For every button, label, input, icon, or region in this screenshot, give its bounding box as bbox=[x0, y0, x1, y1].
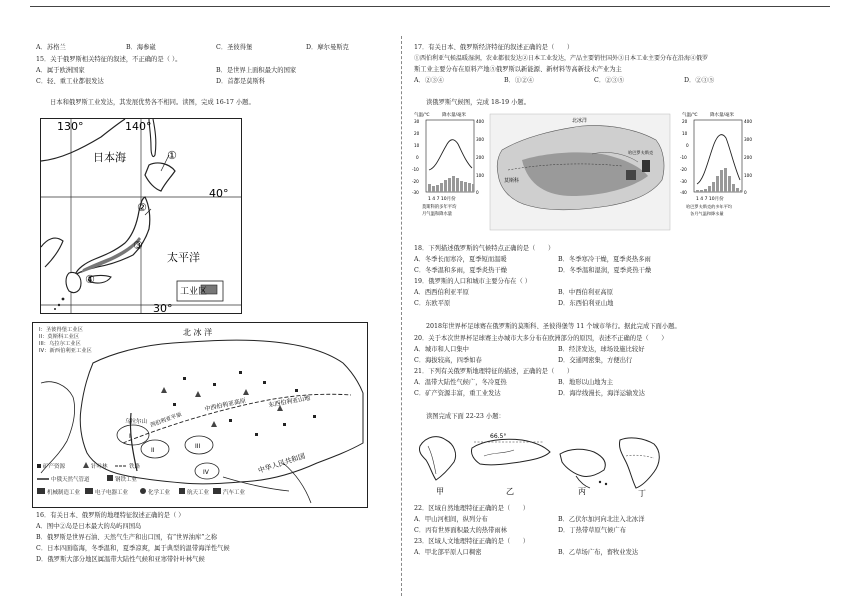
svg-text:400: 400 bbox=[744, 119, 752, 124]
q18-option-d: D．冬季温和湿润，夏季炎热干燥 bbox=[558, 267, 652, 274]
legend-chemical: 化学工业 bbox=[148, 490, 171, 496]
q20-stem: 20．关于本次世界杯足球赛主办城市大多分布在欧洲部分的原因，表述不正确的是（ ） bbox=[414, 335, 668, 342]
q16-option-d: D．俄罗斯大部分地区属温带大陆性气候和亚寒带针叶林气候 bbox=[36, 556, 205, 563]
russia-climate-map bbox=[490, 114, 670, 230]
legend-label: 工业区 bbox=[180, 287, 208, 297]
svg-text:100: 100 bbox=[476, 173, 484, 178]
column-divider bbox=[401, 36, 402, 596]
intro-18-19: 读俄罗斯气候图，完成 18-19 小题。 bbox=[426, 99, 531, 106]
q17-line1: ①西伯利亚气候温暖湿润，农业都很发达②日本工业发达，产品主要销往国外③日本工业主要分布在沿海④俄罗 bbox=[414, 55, 709, 62]
q19-option-c: C．东欧平原 bbox=[414, 300, 451, 307]
q15-option-b: B．是世界上面积最大的国家 bbox=[216, 67, 297, 74]
svg-text:-10: -10 bbox=[412, 167, 419, 172]
svg-text:-20: -20 bbox=[412, 179, 419, 184]
marker-3: ③ bbox=[133, 239, 143, 252]
label-sea-of-japan: 日本海 bbox=[93, 151, 126, 164]
region-maps bbox=[414, 426, 674, 498]
q14-option-b: B．海参崴 bbox=[126, 44, 156, 51]
region-label-jia: 甲 bbox=[436, 487, 444, 496]
legend-automobile: 汽车工业 bbox=[223, 490, 246, 496]
moscow-temp-curve bbox=[429, 140, 472, 170]
q19-option-a: A．西西伯利亚平原 bbox=[414, 289, 469, 296]
q15-option-d: D．首都是莫斯科 bbox=[216, 78, 266, 85]
q21-option-c: C．矿产资源丰富，重工业发达 bbox=[414, 390, 501, 397]
svg-text:200: 200 bbox=[476, 155, 484, 160]
svg-text:0: 0 bbox=[416, 155, 419, 160]
moscow-left-ticks bbox=[412, 119, 420, 195]
label-lat-40: 40° bbox=[209, 187, 229, 200]
svg-text:-30: -30 bbox=[412, 190, 419, 195]
q18-options-row1 bbox=[408, 256, 773, 264]
intro-20-21: 2018年世界杯足球赛在俄罗斯的莫斯科、圣彼得堡等 11 个城市举行。据此完成下面小题。 bbox=[426, 323, 681, 330]
q15-options-row2 bbox=[30, 78, 395, 86]
q19-options-row1 bbox=[408, 289, 773, 297]
region-label-ding: 丁 bbox=[638, 489, 646, 498]
q21-option-b: B．地形以山地为主 bbox=[558, 379, 614, 386]
russia-climate-figure bbox=[412, 110, 752, 236]
q22-option-c: C．丙有世界面积最大的热带雨林 bbox=[414, 527, 507, 534]
legend-minerals: 矿产资源 bbox=[43, 464, 66, 470]
small-island bbox=[62, 298, 65, 301]
khabarovsk-y-left-label: 气温/℃ bbox=[682, 113, 698, 118]
roman-iv: IV bbox=[203, 469, 209, 476]
moscow-y-left-label: 气温/℃ bbox=[414, 113, 430, 118]
q21-stem: 21．下列有关俄罗斯地理特征的描述，正确的是（ ） bbox=[414, 368, 574, 375]
q16-option-b: B．俄罗斯是世界石油、天然气生产和出口国，有“世界油库”之称 bbox=[36, 534, 218, 541]
q21-options-row1 bbox=[408, 379, 773, 387]
q21-options-row2 bbox=[408, 390, 773, 398]
q20-options-row2 bbox=[408, 357, 773, 365]
small-island bbox=[58, 304, 60, 306]
khabarovsk-caption-2: 各月气温和降水量 bbox=[690, 211, 724, 216]
q15-option-c: C．轻、重工业都很发达 bbox=[36, 78, 104, 85]
region-map-yi bbox=[471, 433, 550, 496]
marker-4: ④ bbox=[85, 273, 95, 286]
label-west-siberian-plain: 西伯利亚平原 bbox=[149, 411, 183, 429]
khabarovsk-climate-chart bbox=[680, 111, 752, 217]
q16-option-c: C．日本四面临海，冬季温和，夏季凉爽，属于典型的温带海洋性气候 bbox=[36, 545, 230, 552]
svg-text:0: 0 bbox=[744, 190, 747, 195]
svg-text:300: 300 bbox=[744, 137, 752, 142]
intro-22-23: 读图完成下面 22-23 小题： bbox=[426, 413, 505, 420]
q18-option-c: C．冬季温和多雨，夏季炎热干燥 bbox=[414, 267, 507, 274]
q18-option-a: A．冬季长而寒冷，夏季短而温暖 bbox=[414, 256, 507, 263]
q20-options-row1 bbox=[408, 346, 773, 354]
moscow-precip-bars bbox=[428, 176, 474, 192]
khabarovsk-precip-bars bbox=[696, 168, 742, 192]
label-china: 中华人民共和国 bbox=[257, 452, 307, 475]
q17-option-d: D．②③⑤ bbox=[684, 77, 715, 84]
q18-option-b: B．冬季寒冷干燥，夏季炎热多雨 bbox=[558, 256, 651, 263]
q21-option-d: D．海岸线漫长，海洋运输发达 bbox=[558, 390, 645, 397]
page-top-rule bbox=[30, 6, 830, 7]
svg-text:10: 10 bbox=[682, 131, 688, 136]
svg-text:10: 10 bbox=[414, 143, 420, 148]
moscow-caption-2: 月气温和降水量 bbox=[422, 212, 453, 217]
roman-i: I bbox=[129, 433, 131, 440]
q22-options-row2 bbox=[408, 527, 773, 535]
q19-option-d: D．东西伯利亚山地 bbox=[558, 300, 614, 307]
label-east-siberian-mountains: 东西伯利亚山地 bbox=[268, 394, 311, 409]
russia-outline bbox=[80, 340, 363, 484]
russia-map-svg bbox=[33, 323, 367, 507]
legend-steel: 钢铁工业 bbox=[115, 477, 138, 483]
q23-stem: 23．区域人文地理特征正确的是（ ） bbox=[414, 538, 530, 545]
climate-map-arctic-label: 北冰洋 bbox=[572, 118, 588, 124]
svg-text:-40: -40 bbox=[680, 190, 687, 195]
scandinavia-coast bbox=[41, 382, 75, 473]
legend-forest: 针叶林 bbox=[91, 464, 108, 470]
khabarovsk-right-ticks bbox=[744, 119, 752, 195]
khabarovsk-y-right-label: 降水量/毫米 bbox=[710, 113, 735, 118]
q17-line2: 斯工业主要分布在原料产地⑤俄罗斯以新能源、新材料等高新技术产业为主 bbox=[414, 66, 622, 73]
svg-text:100: 100 bbox=[744, 173, 752, 178]
svg-text:20: 20 bbox=[414, 131, 420, 136]
q23-option-b: B．乙草场广布，畜牧业发达 bbox=[558, 549, 639, 556]
label-central-siberian-plateau: 中西伯利亚高原 bbox=[203, 397, 247, 413]
khabarovsk-caption-1: 哈巴罗夫斯克的多年平均 bbox=[686, 204, 733, 209]
q19-option-b: B．中西伯利亚高原 bbox=[558, 289, 614, 296]
q22-stem: 22．区域自然地理特征正确的是（ ） bbox=[414, 505, 530, 512]
label-pacific: 太平洋 bbox=[167, 251, 200, 264]
legend-line-3: III：乌拉尔工业区 bbox=[39, 341, 81, 347]
kyushu-island bbox=[66, 272, 81, 292]
svg-text:30: 30 bbox=[414, 119, 420, 124]
q19-options-row2 bbox=[408, 300, 773, 308]
q17-option-b: B．①②④ bbox=[504, 77, 534, 84]
legend-line-2: II：莫斯科工业区 bbox=[39, 334, 80, 340]
climate-map-moscow-label: 莫斯科 bbox=[504, 178, 520, 184]
q15-stem: 15．关于俄罗斯相关特征的叙述，不正确的是（ ）。 bbox=[36, 56, 182, 63]
legend-line-4: IV：新西伯利亚工业区 bbox=[39, 348, 92, 354]
russia-legend-lines bbox=[39, 325, 93, 354]
q20-option-c: C．海拔较高，四季如春 bbox=[414, 357, 482, 364]
svg-text:0: 0 bbox=[686, 143, 689, 148]
svg-text:400: 400 bbox=[476, 119, 484, 124]
q20-option-b: B．经济发达，球场设施比较好 bbox=[558, 346, 645, 353]
japan-map-svg bbox=[41, 119, 241, 313]
climate-map-khabarovsk-label: 哈巴罗夫斯克 bbox=[628, 150, 654, 155]
label-ural: 乌拉尔山 bbox=[125, 419, 148, 425]
q22-option-a: A．甲山河相间，纵列分布 bbox=[414, 516, 488, 523]
q17-option-a: A．②③④ bbox=[414, 77, 444, 84]
region-map-ding bbox=[619, 438, 659, 498]
q14-option-d: D．摩尔曼斯克 bbox=[306, 44, 349, 51]
moscow-right-ticks bbox=[476, 119, 484, 195]
svg-text:300: 300 bbox=[476, 137, 484, 142]
hokkaido-island bbox=[145, 163, 175, 191]
legend-line-1: I：圣彼得堡工业区 bbox=[39, 327, 83, 333]
russia-industry-map bbox=[32, 322, 368, 508]
legend-electronics: 电子电器工业 bbox=[95, 490, 129, 496]
q17-option-c: C．②③⑤ bbox=[594, 77, 625, 84]
small-island bbox=[54, 308, 56, 310]
q14-option-a: A．苏格兰 bbox=[36, 44, 66, 51]
q22-option-b: B．乙伏尔加河向北注入北冰洋 bbox=[558, 516, 645, 523]
q18-stem: 18．下列描述俄罗斯的气候特点正确的是（ ） bbox=[414, 245, 555, 252]
khabarovsk-left-ticks bbox=[680, 119, 689, 195]
legend-machinery: 机械制造工业 bbox=[47, 490, 81, 496]
region-map-bing bbox=[560, 449, 607, 496]
q16-option-a: A．图中②岛是日本最大的岛屿四国岛 bbox=[36, 523, 142, 530]
moscow-climate-chart bbox=[412, 111, 484, 217]
roman-iii: III bbox=[195, 443, 201, 450]
marker-1: ① bbox=[167, 149, 177, 162]
intro-16-17: 日本和俄罗斯工业发达，其发展优势各不相同。读图，完成 16-17 小题。 bbox=[50, 99, 255, 106]
q15-option-a: A．属于欧洲国家 bbox=[36, 67, 85, 74]
q23-options-row1 bbox=[408, 549, 773, 557]
q22-options-row1 bbox=[408, 516, 773, 524]
q17-options bbox=[408, 77, 773, 85]
region-map-jia bbox=[419, 437, 455, 496]
label-lat-30: 30° bbox=[153, 302, 173, 313]
region-label-bing: 丙 bbox=[578, 487, 586, 496]
region-label-yi: 乙 bbox=[506, 487, 514, 496]
q15-options-row1 bbox=[30, 67, 395, 75]
svg-text:-10: -10 bbox=[680, 155, 687, 160]
legend-aerospace: 航天工业 bbox=[187, 490, 210, 496]
q19-stem: 19．俄罗斯的人口和城市主要分布在（ ） bbox=[414, 278, 532, 285]
moscow-months: 1 4 7 10月份 bbox=[428, 197, 456, 202]
marker-2: ② bbox=[137, 201, 147, 214]
khabarovsk-months: 1 4 7 10月份 bbox=[696, 197, 724, 202]
svg-text:0: 0 bbox=[476, 190, 479, 195]
moscow-caption-1: 莫斯科的多年平均 bbox=[422, 205, 457, 210]
q20-option-a: A．城市和人口集中 bbox=[414, 346, 469, 353]
svg-text:200: 200 bbox=[744, 155, 752, 160]
q14-options bbox=[30, 44, 395, 52]
roman-ii: II bbox=[151, 447, 155, 454]
moscow-y-right-label: 降水量/毫米 bbox=[442, 113, 467, 118]
q21-option-a: A．温带大陆性气候广，冬冷夏热 bbox=[414, 379, 507, 386]
korea-coast bbox=[41, 238, 63, 267]
svg-text:-20: -20 bbox=[680, 167, 687, 172]
japan-map bbox=[40, 118, 242, 314]
q20-option-d: D．交通网密集，方便出行 bbox=[558, 357, 633, 364]
legend-railway: 铁路 bbox=[129, 464, 141, 470]
q23-option-a: A．甲北部平原人口稠密 bbox=[414, 549, 482, 556]
svg-text:20: 20 bbox=[682, 119, 688, 124]
q17-stem: 17．有关日本、俄罗斯经济特征的叙述正确的是（ ） bbox=[414, 44, 574, 51]
label-lon-130: 130° bbox=[57, 120, 84, 133]
q22-option-d: D．丁热带草原气候广布 bbox=[558, 527, 627, 534]
q14-option-c: C．圣彼得堡 bbox=[216, 44, 253, 51]
legend-gas-pipeline: 中俄天然气管道 bbox=[51, 477, 90, 483]
q16-stem: 16．有关日本、俄罗斯的地理特征叙述正确的是（ ） bbox=[36, 512, 185, 519]
region-lat-label: 66.5° bbox=[490, 433, 507, 440]
svg-text:-30: -30 bbox=[680, 179, 687, 184]
label-arctic-ocean: 北 冰 洋 bbox=[183, 328, 213, 337]
q18-options-row2 bbox=[408, 267, 773, 275]
label-lon-140: 140° bbox=[125, 120, 152, 133]
